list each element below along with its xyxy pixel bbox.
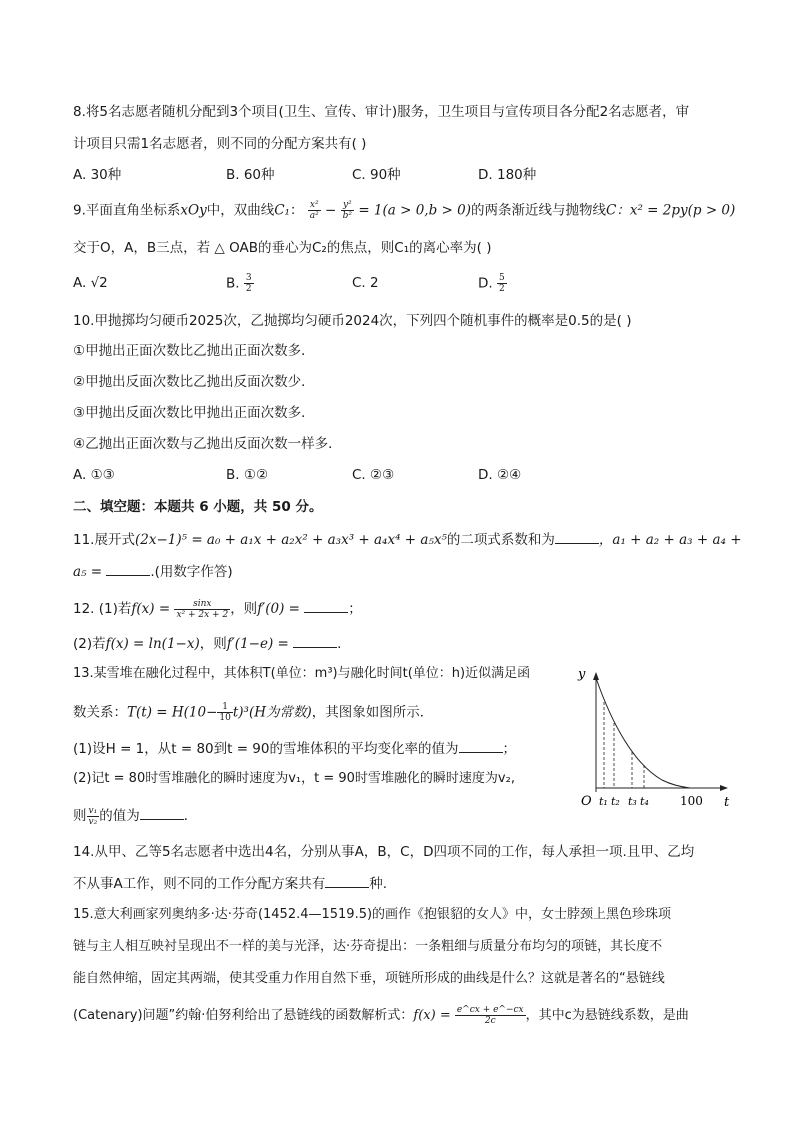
- q13-blank-1[interactable]: [459, 738, 503, 753]
- q11-expr: (2x−1)⁵ = a₀ + a₁x + a₂x² + a₃x³ + a₄x⁴ + a₅x⁵: [134, 532, 447, 548]
- q14-blank[interactable]: [325, 873, 369, 888]
- q13-line2: [73, 702, 433, 723]
- q11-sum-expr: ，a₁ + a₂ + a₃ + a₄ +: [598, 532, 742, 548]
- q9-frac-y-den: b²: [342, 211, 353, 221]
- q9-c1: C₁: [274, 202, 290, 219]
- q13-line5-end: ．: [183, 808, 198, 824]
- q9-d-den: 2: [498, 284, 505, 294]
- q9-frac-y-num: y²: [341, 200, 354, 211]
- q13-line4: (2)记t = 80时雪堆融化的瞬时速度为v₁，t = 90时雪堆融化的瞬时速度为v₂,: [73, 771, 515, 786]
- q15-frac-den: 2c: [484, 1016, 496, 1026]
- q10-choice-b: B. ①②: [226, 467, 269, 483]
- q11-mid: 的二项式系数和为: [446, 532, 555, 548]
- q9-choice-b-label: B.: [226, 275, 240, 292]
- q8-choice-b: B. 60种: [226, 167, 275, 183]
- q12-fx: f(x) =: [131, 601, 175, 617]
- q15-line1: 15.意大利画家列奥纳多·达·芬奇(1452.4—1519.5)的画作《抱银貂的女人》中，女士脖颈上黑色珍珠项: [73, 907, 672, 922]
- q9-line2: 交于O，A，B三点，若 △ OAB的垂心为C₂的焦点，则C₁的离心率为( ): [73, 240, 492, 256]
- q12-fp0: f′(0) =: [257, 601, 305, 617]
- q9-d-num: 5: [498, 273, 505, 283]
- q12-part2: [73, 633, 341, 654]
- q13-blank-2[interactable]: [140, 805, 184, 820]
- q11-blank-1[interactable]: [555, 529, 599, 544]
- q13-frac: [217, 702, 232, 723]
- q12-p1-end: ；: [348, 601, 362, 617]
- q9-frac-x-num: x²: [308, 200, 321, 211]
- q13-line5-pre: 则: [73, 808, 87, 824]
- q15-fx: f(x) =: [413, 1008, 455, 1023]
- q12-fx2: f(x) = ln(1−x): [105, 636, 200, 652]
- q10-item-2: ②甲抛出反面次数比乙抛出反面次数少．: [73, 374, 315, 390]
- t-axis-arrow: [720, 785, 728, 791]
- q12-p1-pre: 12. (1)若: [73, 601, 132, 617]
- q14-line1: 14.从甲、乙等5名志愿者中选出4名，分别从事A，B，C，D四项不同的工作，每人承担一项.且甲、乙均: [73, 844, 695, 860]
- q13-line3-end: ；: [502, 741, 516, 757]
- q9-colon: ：: [289, 202, 304, 219]
- q10-choice-a: A. ①③: [73, 467, 115, 483]
- q13-v-den: v₂: [88, 816, 98, 827]
- q14-line2: [73, 873, 387, 894]
- q11-line1: [73, 529, 742, 550]
- q9-line1: [73, 200, 735, 221]
- q9-choice-d: [478, 273, 507, 294]
- q9-xoy: xOy: [180, 202, 207, 219]
- q10-choice-d: D. ②④: [478, 467, 522, 483]
- q13-line3: [73, 738, 516, 759]
- q9-mid2: 的两条渐近线与抛物线: [471, 202, 606, 219]
- melting-curve: [596, 678, 690, 788]
- q15-frac: [455, 1005, 526, 1026]
- q15-line4: [73, 1005, 689, 1026]
- q8-line2: 计项目只需1名志愿者，则不同的分配方案共有( ): [73, 136, 367, 152]
- q13-line5: [73, 805, 197, 827]
- q9-b-den: 2: [245, 284, 252, 294]
- q15-line4-pre: (Catenary)问题”约翰·伯努利给出了悬链线的函数解析式：: [73, 1008, 414, 1023]
- q12-frac-num: sinx: [174, 599, 230, 610]
- q11-a5: a₅ =: [73, 564, 107, 580]
- q10-item-3: ③甲抛出反面次数比甲抛出正面次数多．: [73, 405, 315, 421]
- q9-b-num: 3: [245, 273, 252, 283]
- q12-blank-1[interactable]: [304, 598, 348, 613]
- q10-stem: 10.甲抛掷均匀硬币2025次，乙抛掷均匀硬币2024次，下列四个随机事件的概率是0.5的是( ): [73, 313, 632, 329]
- q13-line1: 13.某雪堆在融化过程中，其体积T(单位：m³)与融化时间t(单位：h)近似满足函: [73, 666, 531, 681]
- q12-frac: [174, 599, 230, 620]
- q9-c2: C: [606, 202, 617, 219]
- q11-pre: 11.展开式: [73, 532, 135, 548]
- q9-choice-d-label: D.: [478, 275, 493, 292]
- section-heading-fill-in: 二、填空题：本题共 6 小题，共 50 分。: [73, 499, 323, 515]
- q13-line3-text: (1)设H = 1，从t = 80到t = 90的雪堆体积的平均变化率的值为: [73, 741, 459, 757]
- q11-line2: [73, 561, 233, 582]
- tick-t2: t₂: [611, 795, 620, 808]
- q12-part1: [73, 598, 362, 620]
- q15-frac-num: e^cx + e^−cx: [456, 1005, 524, 1015]
- q13-expr-a: T(t) = H(10−: [127, 704, 218, 721]
- y-label: y: [578, 667, 586, 682]
- q15-line4-end: ，其中c为悬链线系数，是曲: [525, 1008, 689, 1023]
- q8-line1: 8.将5名志愿者随机分配到3个项目(卫生、宣传、审计)服务，卫生项目与宣传项目各分配2名志愿者，审: [73, 104, 690, 120]
- q13-line2-end: ，其图象如图所示．: [311, 704, 434, 721]
- tick-t1: t₁: [599, 795, 608, 808]
- q9-choice-b-frac: [244, 273, 254, 294]
- q9-frac-x: [308, 200, 321, 221]
- q9-choice-a: A. √2: [73, 275, 108, 291]
- q8-choice-c: C. 90种: [352, 167, 401, 183]
- q15-line2: 链与主人相互映衬呈现出不一样的美与光泽，达·芬奇提出：一条粗细与质量分布均匀的项链，其长度不: [73, 939, 663, 954]
- q13-line2-pre: 数关系：: [73, 704, 127, 721]
- q9-pre: 9.平面直角坐标系: [73, 202, 181, 219]
- q13-graph: [572, 664, 732, 814]
- q14-line2-end: 种.: [369, 876, 388, 892]
- q12-p1-mid: ，则: [230, 601, 258, 617]
- q12-frac-den: x² + 2x + 2: [176, 609, 229, 620]
- q10-item-1: ①甲抛出正面次数比乙抛出正面次数多．: [73, 343, 315, 359]
- tick-100: 100: [680, 794, 703, 808]
- q9-choice-c: C. 2: [352, 275, 379, 291]
- q12-p2-pre: (2)若: [73, 636, 106, 652]
- tick-t4: t₄: [640, 795, 649, 808]
- origin-label: O: [581, 794, 592, 809]
- q13-expr-b: t)³(H为常数): [232, 704, 312, 721]
- q15-line3: 能自然伸缩，固定其两端，使其受重力作用自然下垂，项链所形成的曲线是什么？这就是著名的“悬链线: [73, 971, 665, 986]
- t-label: t: [724, 795, 730, 810]
- q9-eq2: ：x² = 2py(p > 0): [616, 202, 736, 219]
- q12-fp2: f′(1−e) =: [226, 636, 294, 652]
- q9-frac-x-den: a²: [309, 211, 319, 221]
- q10-choice-c: C. ②③: [352, 467, 395, 483]
- q9-minus: −: [325, 202, 337, 219]
- q13-frac-num: 1: [217, 702, 232, 713]
- q9-frac-y: [341, 200, 354, 221]
- tick-t3: t₃: [628, 795, 637, 808]
- q13-v-num: v₁: [88, 805, 98, 816]
- q13-line5-mid: 的值为: [99, 808, 140, 824]
- q10-item-4: ④乙抛出正面次数与乙抛出反面次数一样多．: [73, 436, 342, 452]
- q13-v-frac: [87, 806, 100, 827]
- q9-choice-d-frac: [497, 273, 507, 294]
- q12-blank-2[interactable]: [293, 633, 337, 648]
- q11-blank-2[interactable]: [106, 561, 150, 576]
- q9-choice-b: [226, 273, 254, 294]
- q9-mid1: 中，双曲线: [206, 202, 275, 219]
- q8-choice-d: D. 180种: [478, 167, 537, 183]
- q11-note: .(用数字作答): [150, 564, 233, 580]
- q14-line2-text: 不从事A工作，则不同的工作分配方案共有: [73, 876, 326, 892]
- q9-eq1: = 1(a > 0,b > 0): [358, 202, 471, 219]
- q12-p2-end: .: [337, 636, 342, 652]
- q8-choice-a: A. 30种: [73, 167, 122, 183]
- q12-p2-mid: ，则: [199, 636, 227, 652]
- q13-frac-den: 10: [219, 713, 231, 723]
